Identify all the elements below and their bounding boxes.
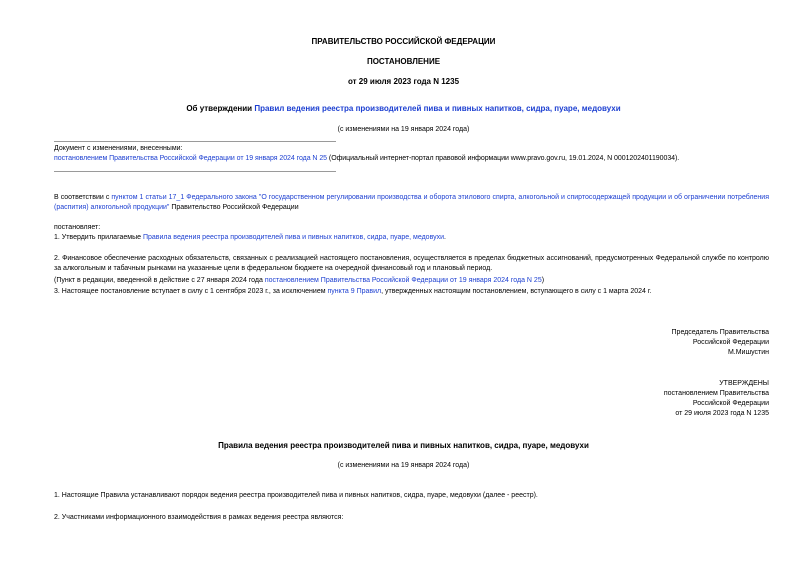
amending-resolution-link[interactable]: постановлением Правительства Российской Федерации от 19 января 2024 года N 25 (54, 155, 328, 162)
approved-by: постановлением Правительства (663, 390, 769, 397)
federal-law-link[interactable]: пунктом 1 статьи 17_1 Федерального закона "О государственном регулировании производства и оборота этилового спирта, алкогольной и спиртосодержащей продукции и об ограничении потребления (распития) алкогольной продукции" (54, 194, 769, 211)
rules-paragraph-1: 1. Настоящие Правила устанавливают порядок ведения реестра производителей пива и пивных напитков, сидра, пуаре, медовухи (далее - реестр). (54, 492, 538, 499)
divider-top (54, 141, 336, 142)
item-3-text: 3. Настоящее постановление вступает в силу с 1 сентября 2023 г., за исключением (54, 288, 328, 295)
item-1 (54, 234, 446, 241)
document-title (0, 104, 807, 113)
item-1-rules-link[interactable]: Правила ведения реестра производителей пива и пивных напитков, сидра, пуаре, медовухи (142, 234, 445, 241)
rules-paragraph-2: 2. Участниками информационного взаимодействия в рамках ведения реестра являются: (54, 514, 344, 521)
approved-date-number: от 29 июля 2023 года N 1235 (675, 410, 769, 417)
item-2-paragraph: 2. Финансовое обеспечение расходных обязательств, связанных с реализацией настоящего постановления, осуществляется в пределах бюджетных ассигнований, предусмотренных Федеральной службе по контролю за алкогольным и табачным рынками на указанные цели в федеральном бюджете на очередной финансовый год и плановый период. (54, 255, 769, 272)
preamble-paragraph (54, 193, 769, 213)
preamble-text-end: Правительство Российской Федерации (169, 204, 299, 211)
approved-heading: УТВЕРЖДЕНЫ (719, 380, 769, 387)
changes-reference (54, 155, 679, 162)
changes-publication-info: (Официальный интернет-портал правовой информации www.pravo.gov.ru, 19.01.2024, N 0001202401190034). (327, 155, 680, 162)
signature-name: М.Мишустин (727, 349, 769, 356)
preamble-text-start: В соответствии с (54, 194, 112, 201)
item-2-note-end: ) (541, 277, 545, 284)
item-3 (54, 288, 652, 295)
changes-label: Документ с изменениями, внесенными: (54, 145, 183, 152)
rules-title: Правила ведения реестра производителей пива и пивных напитков, сидра, пуаре, медовухи (218, 441, 589, 450)
item-2-edition-note (54, 277, 544, 284)
document-type: ПОСТАНОВЛЕНИЕ (366, 57, 441, 66)
item-3-end: , утвержденных настоящим постановлением, вступающего в силу с 1 марта 2024 г. (381, 288, 652, 295)
document-date-number: от 29 июля 2023 года N 1235 (347, 77, 460, 86)
government-heading: ПРАВИТЕЛЬСТВО РОССИЙСКОЙ ФЕДЕРАЦИИ (311, 37, 496, 46)
item-3-rules-link[interactable]: пункта 9 Правил (327, 288, 382, 295)
item-1-text: 1. Утвердить прилагаемые (54, 234, 143, 241)
amendment-note: (с изменениями на 19 января 2024 года) (337, 126, 470, 133)
divider-bottom (54, 171, 336, 172)
document-title-prefix: Об утверждении (186, 104, 255, 113)
rules-amendment-note: (с изменениями на 19 января 2024 года) (337, 462, 470, 469)
approved-org: Российской Федерации (692, 400, 769, 407)
signature-org: Российской Федерации (692, 339, 769, 346)
resolves-word: постановляет: (54, 224, 101, 231)
signature-position: Председатель Правительства (671, 329, 769, 336)
item-1-end: . (444, 234, 446, 241)
item-2-note-link[interactable]: постановлением Правительства Российской Федерации от 19 января 2024 года N 25 (264, 277, 542, 284)
item-2-note-text: (Пункт в редакции, введенной в действие с 27 января 2024 года (54, 277, 265, 284)
rules-title-link[interactable]: Правил ведения реестра производителей пива и пивных напитков, сидра, пуаре, медовухи (254, 104, 621, 113)
